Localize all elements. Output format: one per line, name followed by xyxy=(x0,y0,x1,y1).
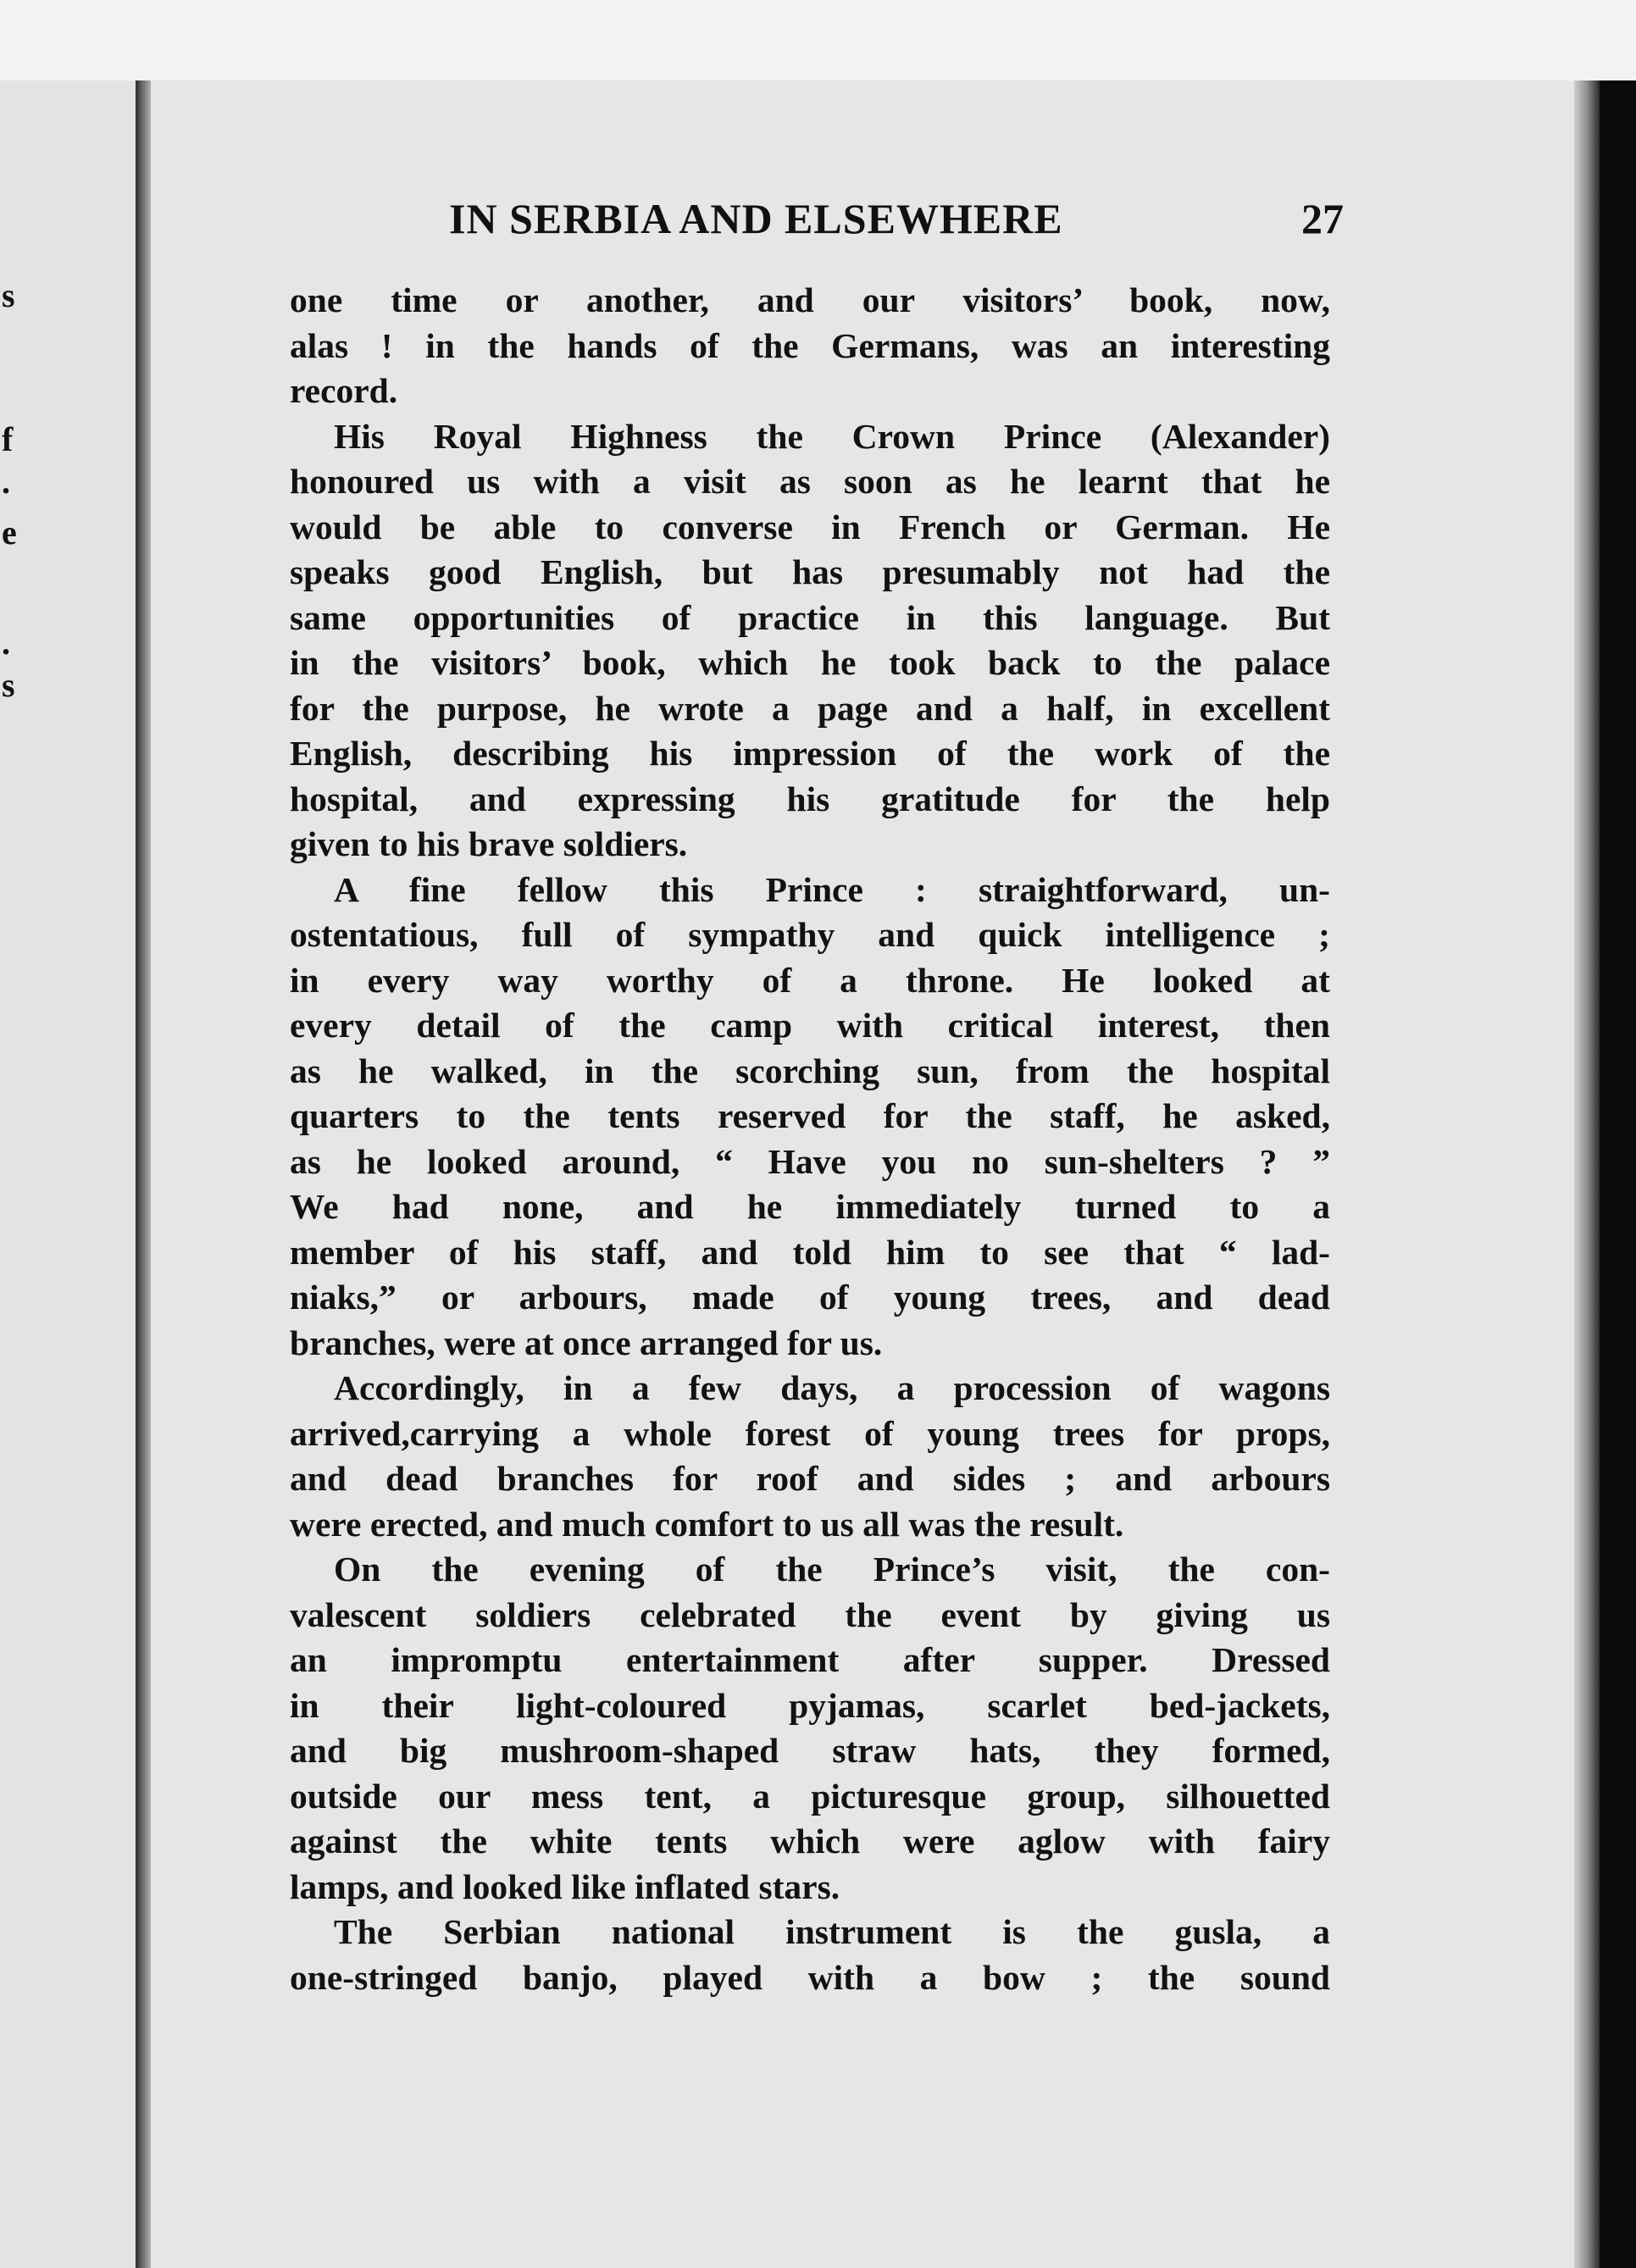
paragraph xyxy=(290,868,1330,1367)
text-line: ostentatious, full of sympathy and quick intelligence ; xyxy=(290,915,1330,954)
text-line: as he walked, in the scorching sun, from the hospital xyxy=(290,1051,1330,1090)
text-line: against the white tents which were aglow with fairy xyxy=(290,1822,1330,1860)
text-line: English, describing his impression of the work of the xyxy=(290,734,1330,773)
page-number: 27 xyxy=(1301,195,1344,242)
facing-page-edge xyxy=(0,80,146,2268)
text-line: one-stringed banjo, played with a bow ; the sound xyxy=(290,1957,1330,1997)
text-line: were erected, and much comfort to us all was the result. xyxy=(290,1504,1124,1544)
text-line: Accordingly, in a few days, a procession of wagons xyxy=(334,1368,1330,1407)
text-line: lamps, and looked like inflated stars. xyxy=(290,1866,840,1906)
text-line: niaks,” or arbours, made of young trees, and dead xyxy=(290,1278,1330,1317)
text-line: alas ! in the hands of the Germans, was an interesting xyxy=(290,325,1330,365)
text-line: hospital, and expressing his gratitude for the help xyxy=(290,779,1330,818)
text-line: in their light-coloured pyjamas, scarlet bed-jackets, xyxy=(290,1685,1330,1725)
page-right-edge xyxy=(1574,80,1600,2268)
text-line: for the purpose, he wrote a page and a half, in excellent xyxy=(290,688,1330,728)
text-line: and dead branches for roof and sides ; and arbours xyxy=(290,1459,1330,1498)
book-gutter xyxy=(136,80,153,2268)
text-line: A fine fellow this Prince : straightforward, un- xyxy=(334,869,1330,909)
text-line: every detail of the camp with critical interest, then xyxy=(290,1006,1330,1045)
paragraph xyxy=(290,278,1330,414)
text-line: outside our mess tent, a picturesque group, silhouetted xyxy=(290,1776,1330,1816)
text-line: honoured us with a visit as soon as he learnt that he xyxy=(290,462,1330,501)
text-line: speaks good English, but has presumably not had the xyxy=(290,552,1330,591)
top-background-strip xyxy=(0,0,1636,80)
text-line: an impromptu entertainment after supper. Dressed xyxy=(290,1640,1330,1679)
facing-page-char: f xyxy=(2,420,14,458)
text-line: On the evening of the Prince’s visit, the con- xyxy=(334,1550,1330,1589)
facing-page-char: s xyxy=(2,276,15,314)
text-line: quarters to the tents reserved for the staff, he asked, xyxy=(290,1096,1330,1135)
text-line: as he looked around, “ Have you no sun-shelters ? ” xyxy=(290,1141,1330,1181)
body-text xyxy=(290,278,1330,2000)
facing-page-char: s xyxy=(2,666,15,704)
text-line: and big mushroom-shaped straw hats, they formed, xyxy=(290,1731,1330,1770)
text-line: in the visitors’ book, which he took back to the palace xyxy=(290,643,1330,682)
paragraph xyxy=(290,414,1330,868)
text-line: record. xyxy=(290,371,398,410)
text-line: in every way worthy of a throne. He looked at xyxy=(290,960,1330,1000)
paragraph xyxy=(290,1547,1330,1910)
text-line: would be able to converse in French or German. He xyxy=(290,507,1330,546)
text-line: We had none, and he immediately turned to a xyxy=(290,1187,1330,1226)
text-line: given to his brave soldiers. xyxy=(290,824,688,863)
paragraph xyxy=(290,1910,1330,2000)
running-head: IN SERBIA AND ELSEWHERE xyxy=(449,195,1063,242)
text-line: same opportunities of practice in this language. But xyxy=(290,597,1330,637)
text-line: His Royal Highness the Crown Prince (Alexander) xyxy=(334,416,1330,456)
text-line: branches, were at once arranged for us. xyxy=(290,1323,883,1362)
paragraph xyxy=(290,1366,1330,1547)
facing-page-char: . xyxy=(2,624,10,662)
text-line: valescent soldiers celebrated the event by giving us xyxy=(290,1594,1330,1634)
facing-page-char: e xyxy=(2,513,17,552)
facing-page-char: . xyxy=(2,463,10,501)
text-line: one time or another, and our visitors’ book, now, xyxy=(290,280,1330,319)
text-line: member of his staff, and told him to see that “ lad- xyxy=(290,1232,1330,1272)
text-line: The Serbian national instrument is the gusla, a xyxy=(334,1912,1330,1951)
text-line: arrived,carrying a whole forest of young trees for props, xyxy=(290,1413,1330,1453)
